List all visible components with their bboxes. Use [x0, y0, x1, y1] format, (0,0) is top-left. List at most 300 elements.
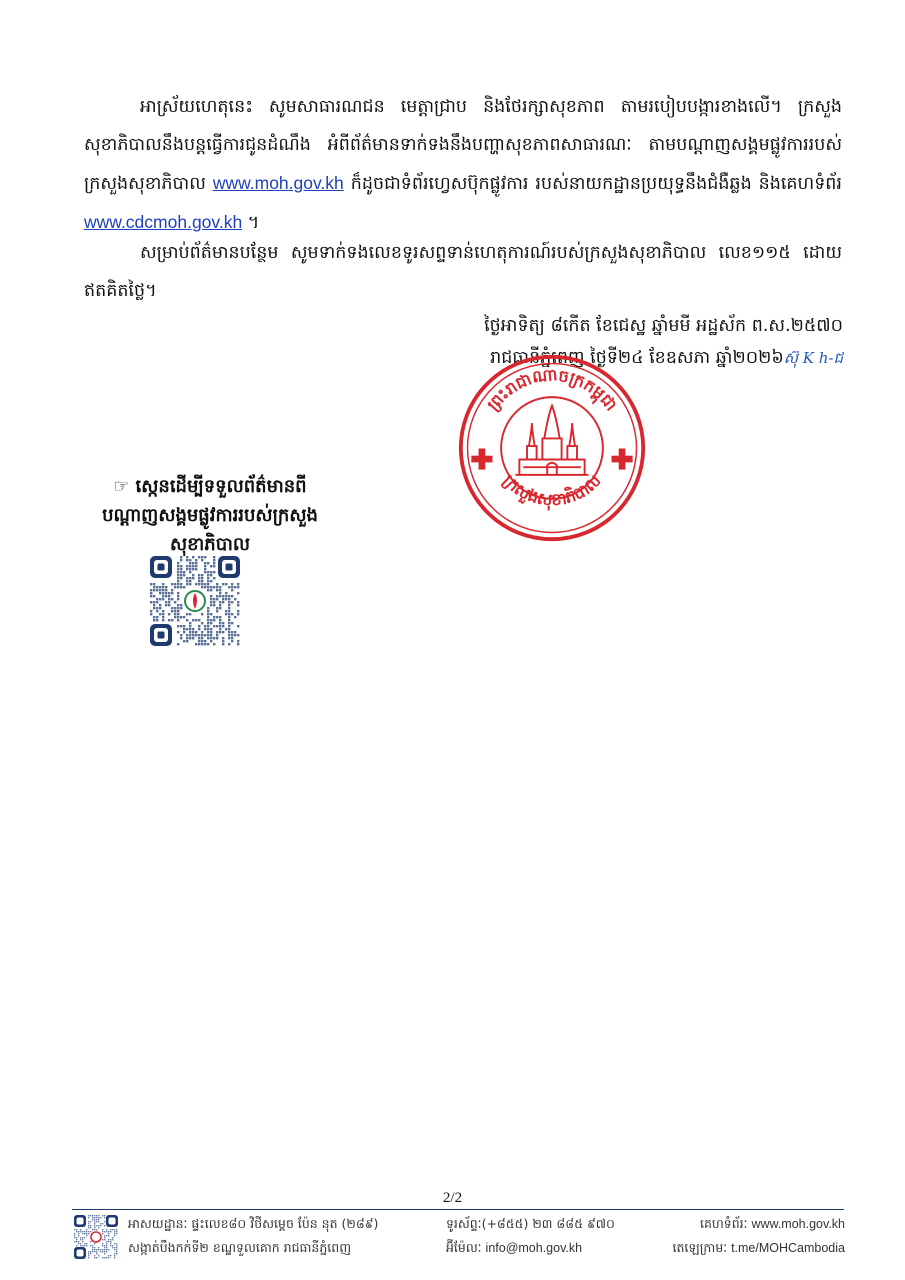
qr-module [216, 595, 218, 597]
qr-module [195, 634, 197, 636]
qr-module [88, 1221, 89, 1222]
qr-module [106, 1241, 107, 1242]
qr-module [231, 586, 233, 588]
qr-module [153, 616, 155, 618]
qr-module [114, 1255, 115, 1256]
qr-module [228, 628, 230, 630]
qr-module [86, 1231, 87, 1232]
qr-module [180, 604, 182, 606]
qr-module [186, 577, 188, 579]
qr-module [207, 574, 209, 576]
qr-module [213, 619, 215, 621]
qr-module [177, 619, 179, 621]
qr-module [180, 625, 182, 627]
qr-module [94, 1257, 95, 1258]
qr-module [207, 625, 209, 627]
qr-module [150, 601, 152, 603]
qr-module [180, 556, 182, 558]
qr-module [228, 619, 230, 621]
qr-module [110, 1229, 111, 1230]
qr-module [216, 583, 218, 585]
qr-module [108, 1255, 109, 1256]
qr-module [237, 592, 239, 594]
qr-module [88, 1225, 89, 1226]
qr-module [216, 616, 218, 618]
qr-module [213, 598, 215, 600]
qr-module [231, 637, 233, 639]
qr-module [180, 586, 182, 588]
qr-module [84, 1231, 85, 1232]
qr-module [183, 571, 185, 573]
qr-module [177, 598, 179, 600]
footer-phone [446, 1216, 615, 1232]
qr-module [96, 1225, 97, 1226]
qr-module [114, 1253, 115, 1254]
qr-module [114, 1257, 115, 1258]
qr-module [231, 640, 233, 642]
qr-module [213, 601, 215, 603]
qr-module [104, 1235, 105, 1236]
moh-website-link[interactable]: www.moh.gov.kh [212, 173, 344, 193]
qr-module [94, 1247, 95, 1248]
qr-module [94, 1229, 95, 1230]
qr-module [100, 1225, 101, 1226]
qr-module [195, 562, 197, 564]
qr-module [171, 589, 173, 591]
qr-module [165, 592, 167, 594]
qr-module [78, 1241, 79, 1242]
qr-module [210, 628, 212, 630]
qr-module [76, 1231, 77, 1232]
qr-module [183, 628, 185, 630]
qr-module [189, 634, 191, 636]
qr-module [213, 643, 215, 645]
qr-module [102, 1223, 103, 1224]
qr-module [186, 634, 188, 636]
qr-module [76, 1229, 77, 1230]
qr-module [171, 619, 173, 621]
qr-module [82, 1239, 83, 1240]
qr-module [216, 634, 218, 636]
qr-module [168, 601, 170, 603]
qr-module [94, 1223, 95, 1224]
qr-module [74, 1235, 75, 1236]
qr-module [195, 619, 197, 621]
qr-module [80, 1231, 81, 1232]
qr-module [112, 1247, 113, 1248]
qr-module [116, 1229, 117, 1230]
qr-module [74, 1229, 75, 1230]
footer-telegram-link[interactable]: t.me/MOHCambodia [731, 1241, 845, 1255]
qr-module [112, 1245, 113, 1246]
qr-module [195, 643, 197, 645]
qr-module [186, 568, 188, 570]
qr-module [177, 604, 179, 606]
qr-module [213, 556, 215, 558]
qr-module [177, 568, 179, 570]
qr-module [102, 1251, 103, 1252]
qr-module [198, 619, 200, 621]
qr-module [106, 1235, 107, 1236]
qr-module [159, 607, 161, 609]
qr-module [110, 1243, 111, 1244]
qr-module [198, 583, 200, 585]
qr-module [228, 607, 230, 609]
qr-module [94, 1227, 95, 1228]
qr-module [177, 625, 179, 627]
qr-module [192, 634, 194, 636]
qr-module [186, 640, 188, 642]
qr-module [162, 583, 164, 585]
qr-module [80, 1229, 81, 1230]
qr-module [88, 1227, 89, 1228]
qr-module [174, 583, 176, 585]
qr-module [94, 1219, 95, 1220]
qr-module [106, 1251, 107, 1252]
qr-module [195, 631, 197, 633]
pointing-hand-icon: ☞ [113, 476, 130, 497]
qr-module [237, 586, 239, 588]
qr-module [110, 1255, 111, 1256]
qr-module [195, 583, 197, 585]
qr-module [177, 607, 179, 609]
qr-module [88, 1257, 89, 1258]
qr-module [210, 601, 212, 603]
qr-module [106, 1243, 107, 1244]
qr-module [210, 574, 212, 576]
qr-module [86, 1229, 87, 1230]
qr-module [104, 1239, 105, 1240]
qr-module [116, 1249, 117, 1250]
qr-module [156, 610, 158, 612]
qr-module [189, 622, 191, 624]
qr-module [198, 580, 200, 582]
qr-module [219, 619, 221, 621]
qr-module [177, 565, 179, 567]
qr-module [177, 643, 179, 645]
qr-module [88, 1223, 89, 1224]
qr-module [189, 631, 191, 633]
qr-module [96, 1219, 97, 1220]
qr-module [180, 559, 182, 561]
qr-module [150, 583, 152, 585]
qr-module [201, 640, 203, 642]
qr-module [207, 634, 209, 636]
qr-code[interactable] [150, 556, 240, 646]
qr-module [92, 1249, 93, 1250]
qr-module [102, 1229, 103, 1230]
qr-module [80, 1243, 81, 1244]
qr-module [174, 613, 176, 615]
qr-module [201, 634, 203, 636]
qr-module [192, 637, 194, 639]
qr-module [94, 1243, 95, 1244]
footer-email-address[interactable]: info@moh.gov.kh [485, 1241, 583, 1255]
qr-module [201, 580, 203, 582]
qr-module [88, 1253, 89, 1254]
qr-module [189, 559, 191, 561]
qr-module [204, 628, 206, 630]
qr-module [78, 1235, 79, 1236]
qr-module [86, 1243, 87, 1244]
qr-module [192, 619, 194, 621]
qr-module [207, 586, 209, 588]
qr-module [177, 595, 179, 597]
qr-module [228, 637, 230, 639]
qr-module [198, 643, 200, 645]
cdc-website-link[interactable]: www.cdcmoh.gov.kh [84, 212, 243, 232]
qr-module [186, 583, 188, 585]
qr-module [237, 625, 239, 627]
qr-module [204, 556, 206, 558]
qr-module [183, 625, 185, 627]
qr-module [219, 631, 221, 633]
qr-module [80, 1237, 81, 1238]
qr-module [213, 586, 215, 588]
qr-module [110, 1239, 111, 1240]
qr-module [116, 1243, 117, 1244]
qr-module [231, 631, 233, 633]
qr-module [96, 1249, 97, 1250]
qr-module [94, 1251, 95, 1252]
qr-module [86, 1245, 87, 1246]
qr-module [96, 1215, 97, 1216]
qr-module [228, 631, 230, 633]
qr-module [153, 607, 155, 609]
qr-module [102, 1215, 103, 1216]
qr-module [225, 583, 227, 585]
qr-module [225, 592, 227, 594]
qr-module [108, 1239, 109, 1240]
qr-module [150, 589, 152, 591]
qr-module [174, 601, 176, 603]
qr-module [222, 601, 224, 603]
qr-module [186, 637, 188, 639]
qr-module [84, 1233, 85, 1234]
qr-module [162, 592, 164, 594]
qr-module [180, 565, 182, 567]
qr-module [201, 637, 203, 639]
qr-module [189, 580, 191, 582]
footer-qr-code[interactable] [74, 1215, 118, 1259]
qr-module [116, 1247, 117, 1248]
qr-module [222, 622, 224, 624]
solar-date: រាជធានីភ្នំពេញ ថ្ងៃទី២៤ ខែឧសភា ឆ្នាំ២០២៦ [490, 348, 784, 368]
qr-module [204, 571, 206, 573]
qr-module [84, 1237, 85, 1238]
qr-module [177, 571, 179, 573]
qr-module [216, 586, 218, 588]
qr-module [110, 1231, 111, 1232]
qr-module [88, 1255, 89, 1256]
qr-module [189, 568, 191, 570]
qr-module [153, 589, 155, 591]
qr-module [90, 1221, 91, 1222]
qr-module [219, 601, 221, 603]
qr-module [106, 1245, 107, 1246]
qr-module [192, 628, 194, 630]
qr-module [104, 1247, 105, 1248]
qr-module [228, 622, 230, 624]
qr-module [207, 643, 209, 645]
qr-module [114, 1243, 115, 1244]
qr-module [219, 616, 221, 618]
qr-module [150, 592, 152, 594]
qr-module [216, 607, 218, 609]
qr-module [156, 607, 158, 609]
qr-module [219, 595, 221, 597]
qr-module [162, 598, 164, 600]
qr-module [88, 1217, 89, 1218]
qr-module [98, 1249, 99, 1250]
qr-module [237, 613, 239, 615]
qr-module [150, 595, 152, 597]
qr-module [165, 595, 167, 597]
qr-module [110, 1245, 111, 1246]
qr-module [198, 625, 200, 627]
qr-module [153, 601, 155, 603]
footer-email-label: អ៊ីម៉ែលៈ [446, 1240, 482, 1255]
qr-module [88, 1251, 89, 1252]
qr-module [192, 631, 194, 633]
qr-module [180, 577, 182, 579]
qr-module [219, 622, 221, 624]
qr-module [104, 1221, 105, 1222]
qr-module [106, 1247, 107, 1248]
qr-module [207, 580, 209, 582]
qr-module [116, 1233, 117, 1234]
qr-module [162, 616, 164, 618]
qr-module [234, 598, 236, 600]
qr-module [171, 583, 173, 585]
qr-module [213, 637, 215, 639]
qr-module [106, 1257, 107, 1258]
qr-module [204, 562, 206, 564]
qr-module [92, 1229, 93, 1230]
qr-module [228, 625, 230, 627]
qr-module [116, 1253, 117, 1254]
footer-website-link[interactable]: www.moh.gov.kh [751, 1217, 845, 1231]
qr-module [82, 1233, 83, 1234]
qr-module [201, 559, 203, 561]
qr-module [216, 637, 218, 639]
qr-module [204, 583, 206, 585]
qr-module [84, 1245, 85, 1246]
qr-module [207, 583, 209, 585]
qr-module [98, 1219, 99, 1220]
qr-module [198, 628, 200, 630]
qr-module [88, 1233, 89, 1234]
qr-module [210, 631, 212, 633]
qr-module [90, 1215, 91, 1216]
qr-module [216, 625, 218, 627]
qr-module [237, 640, 239, 642]
qr-module [112, 1237, 113, 1238]
qr-module [180, 616, 182, 618]
qr-module [100, 1217, 101, 1218]
qr-module [198, 577, 200, 579]
qr-module [210, 589, 212, 591]
qr-module [90, 1231, 91, 1232]
qr-module [104, 1253, 105, 1254]
qr-module [186, 559, 188, 561]
paragraph-contact-text: សម្រាប់ព័ត៌មានបន្ថែម សូមទាក់ទងលេខទូរសព្ទទាន់ហេតុការណ៍របស់ក្រសួងសុខាភិបាល លេខ១១៥ ដោយឥតគិតថ្លៃ។ [84, 243, 842, 301]
qr-module [207, 571, 209, 573]
qr-module [207, 613, 209, 615]
qr-module [94, 1249, 95, 1250]
qr-module [192, 577, 194, 579]
qr-module [116, 1231, 117, 1232]
paragraph-notice [84, 88, 842, 242]
qr-module [153, 595, 155, 597]
qr-module [180, 571, 182, 573]
qr-module [228, 595, 230, 597]
qr-module [189, 637, 191, 639]
qr-module [213, 577, 215, 579]
qr-module [168, 604, 170, 606]
qr-module [112, 1239, 113, 1240]
qr-module [104, 1237, 105, 1238]
qr-module [231, 634, 233, 636]
qr-module [231, 595, 233, 597]
qr-module [201, 643, 203, 645]
qr-module [201, 583, 203, 585]
footer-divider [72, 1209, 844, 1210]
qr-module [90, 1253, 91, 1254]
qr-module [186, 565, 188, 567]
qr-module [201, 622, 203, 624]
qr-module [213, 559, 215, 561]
qr-module [210, 580, 212, 582]
qr-module [114, 1249, 115, 1250]
qr-module [78, 1243, 79, 1244]
qr-module [219, 589, 221, 591]
qr-module [198, 637, 200, 639]
qr-module [96, 1217, 97, 1218]
qr-module [189, 571, 191, 573]
qr-module [207, 622, 209, 624]
qr-module [76, 1239, 77, 1240]
qr-module [104, 1217, 105, 1218]
qr-module [171, 610, 173, 612]
qr-module [237, 601, 239, 603]
qr-module [231, 613, 233, 615]
qr-module [237, 604, 239, 606]
qr-module [168, 613, 170, 615]
qr-module [168, 598, 170, 600]
qr-module [237, 643, 239, 645]
qr-module [102, 1239, 103, 1240]
qr-module [104, 1231, 105, 1232]
qr-module [228, 601, 230, 603]
qr-module [192, 568, 194, 570]
qr-module [228, 616, 230, 618]
qr-module [102, 1231, 103, 1232]
qr-module [204, 640, 206, 642]
qr-module [189, 565, 191, 567]
qr-module [162, 619, 164, 621]
qr-module [180, 637, 182, 639]
qr-module [114, 1247, 115, 1248]
qr-module [104, 1257, 105, 1258]
qr-module [82, 1245, 83, 1246]
qr-module [165, 586, 167, 588]
qr-module [116, 1251, 117, 1252]
qr-module [216, 610, 218, 612]
qr-module [228, 598, 230, 600]
qr-module [82, 1231, 83, 1232]
qr-module [204, 643, 206, 645]
